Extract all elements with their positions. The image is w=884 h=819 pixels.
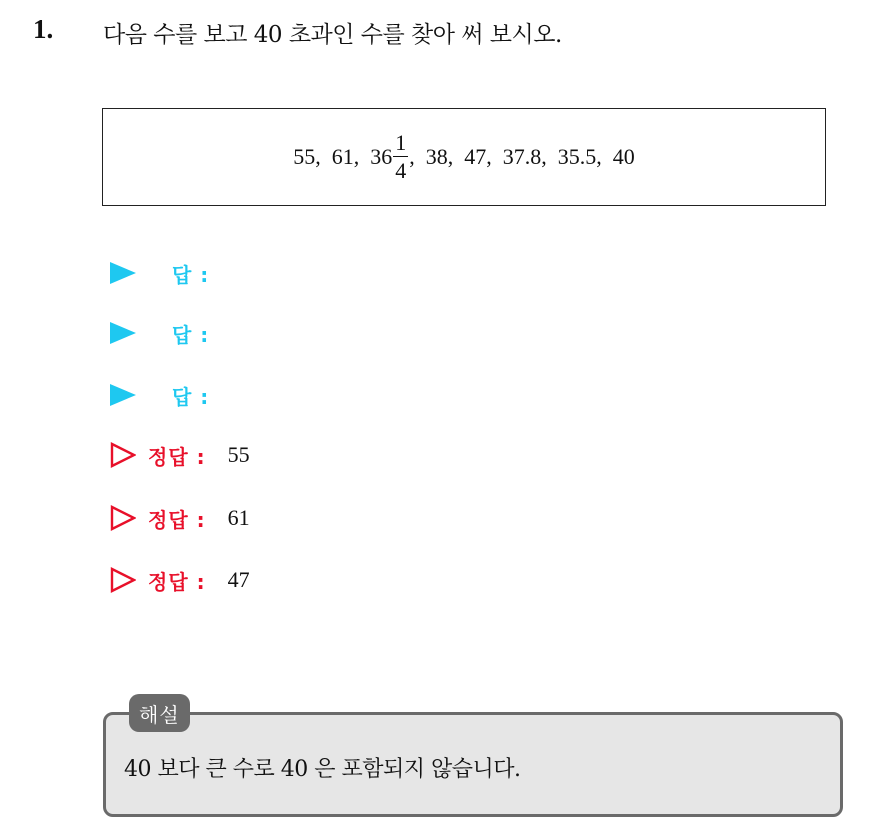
numbers-before-fraction: 55, 61, 36 [293, 144, 393, 169]
number-list [293, 132, 635, 182]
numbers-after-fraction: , 38, 47, 37.8, 35.5, 40 [409, 144, 635, 169]
correct-answer-row-2 [110, 502, 250, 534]
answer-row-3[interactable] [110, 380, 209, 410]
correct-answer-row-1 [110, 439, 250, 471]
answer-marker-icon [110, 322, 136, 344]
question-text: 다음 수를 보고 40 초과인 수를 찾아 써 보시오. [103, 22, 562, 48]
fraction-numerator: 1 [395, 130, 407, 155]
answer-label: 답 : [172, 322, 210, 347]
answer-marker-icon [110, 262, 136, 284]
correct-answer-label: 정답 : [148, 507, 206, 532]
answer-row-1[interactable] [110, 258, 209, 288]
fraction-denominator: 4 [395, 158, 407, 183]
correct-marker-icon [110, 442, 136, 468]
answer-marker-icon [110, 384, 136, 406]
correct-marker-icon [110, 505, 136, 531]
correct-answer-row-3 [110, 564, 250, 596]
numbers-box [102, 108, 826, 206]
question-number: 1. [33, 14, 54, 44]
correct-answer-value: 61 [227, 505, 250, 530]
explanation-tag: 해설 [129, 694, 190, 732]
answer-row-2[interactable] [110, 318, 209, 348]
correct-marker-icon [110, 567, 136, 593]
answer-label: 답 : [172, 262, 210, 287]
correct-answer-label: 정답 : [148, 444, 206, 469]
explanation-text: 40 보다 큰 수로 40 은 포함되지 않습니다. [124, 757, 521, 782]
correct-answer-label: 정답 : [148, 569, 206, 594]
correct-answer-value: 47 [227, 567, 250, 592]
fraction-one-quarter [393, 132, 408, 182]
correct-answer-value: 55 [227, 442, 250, 467]
answer-label: 답 : [172, 384, 210, 409]
